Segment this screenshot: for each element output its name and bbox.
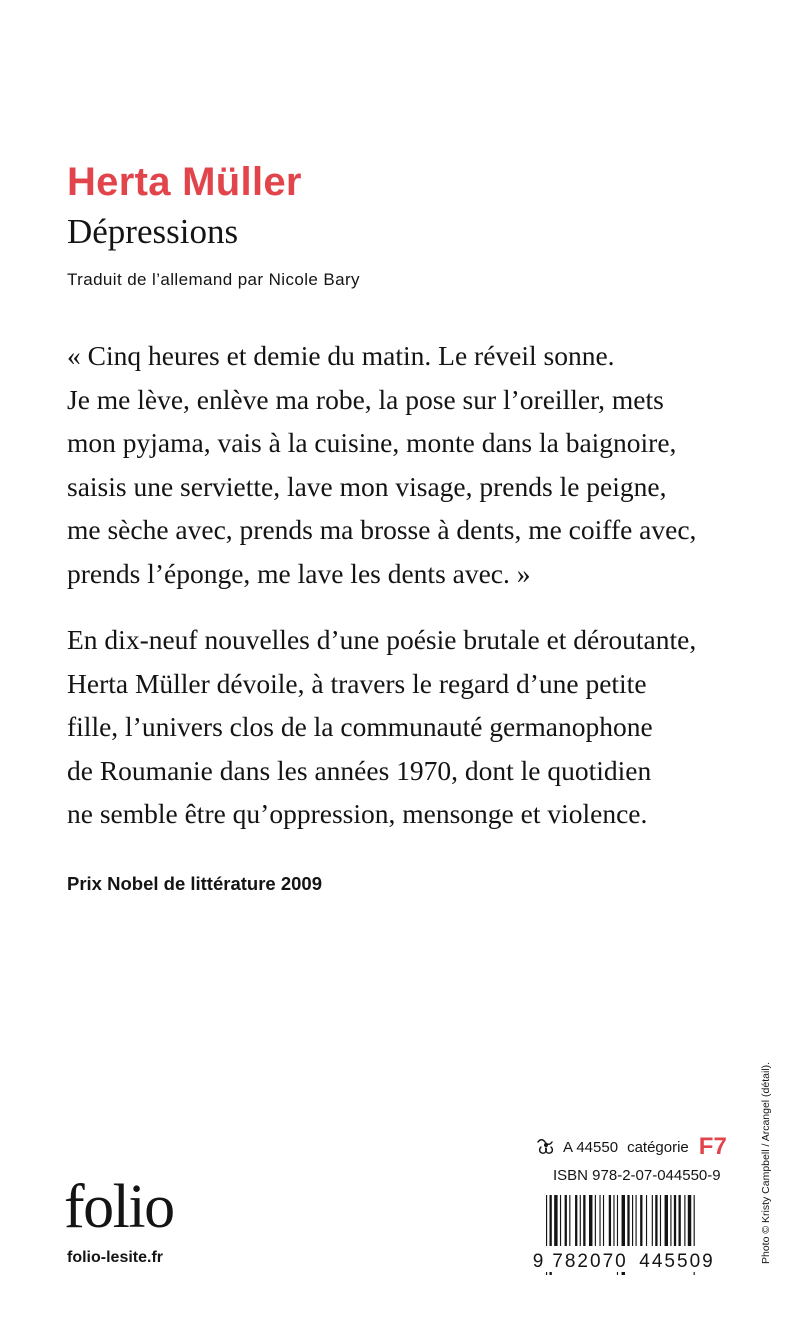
gallimard-flourish-icon: [536, 1138, 556, 1156]
blurb-line: de Roumanie dans les années 1970, dont le quotidien: [67, 754, 652, 786]
publisher-website: folio-lesite.fr: [67, 1249, 164, 1266]
quote-line: prends l’éponge, me lave les dents avec. »: [67, 557, 531, 589]
barcode-left-digits: 782070: [552, 1251, 628, 1272]
folio-logo: folio: [64, 1173, 174, 1241]
book-blurb: [67, 618, 757, 836]
translator-credit: Traduit de l’allemand par Nicole Bary: [67, 270, 360, 289]
quote-line: « Cinq heures et demie du matin. Le réveil sonne.: [67, 340, 615, 371]
quote-line: me sèche avec, prends ma brosse à dents, me coiffe avec,: [67, 514, 697, 546]
blurb-line: En dix-neuf nouvelles d’une poésie brutale et déroutante,: [67, 624, 697, 655]
award-line: Prix Nobel de littérature 2009: [67, 873, 322, 894]
quote-line: mon pyjama, vais à la cuisine, monte dans la baignoire,: [67, 427, 677, 459]
barcode-digits: [531, 1246, 727, 1272]
catalog-code: A 44550: [563, 1138, 619, 1156]
isbn-number: ISBN 978-2-07-044550-9: [553, 1167, 721, 1184]
blurb-line: fille, l’univers clos de la communauté germanophone: [67, 711, 653, 743]
author-name: Herta Müller: [67, 160, 302, 204]
quote-line: saisis une serviette, lave mon visage, prends le peigne,: [67, 470, 667, 502]
catalog-line: [536, 1132, 727, 1162]
barcode-lead-digit: 9: [532, 1251, 544, 1272]
barcode-right-digits: 445509: [639, 1251, 715, 1272]
blurb-line: ne semble être qu’oppression, mensonge et violence.: [67, 798, 648, 830]
blurb-line: Herta Müller dévoile, à travers le regard d’une petite: [67, 667, 647, 699]
category-label: catégorie: [627, 1138, 689, 1156]
opening-quote: [67, 334, 757, 596]
photo-credit: Photo © Kristy Campbell / Arcangel (détail).: [760, 1061, 772, 1264]
quote-line: Je me lève, enlève ma robe, la pose sur l’oreiller, mets: [67, 383, 664, 415]
category-code: F7: [698, 1133, 727, 1160]
book-title: Dépressions: [67, 212, 239, 251]
